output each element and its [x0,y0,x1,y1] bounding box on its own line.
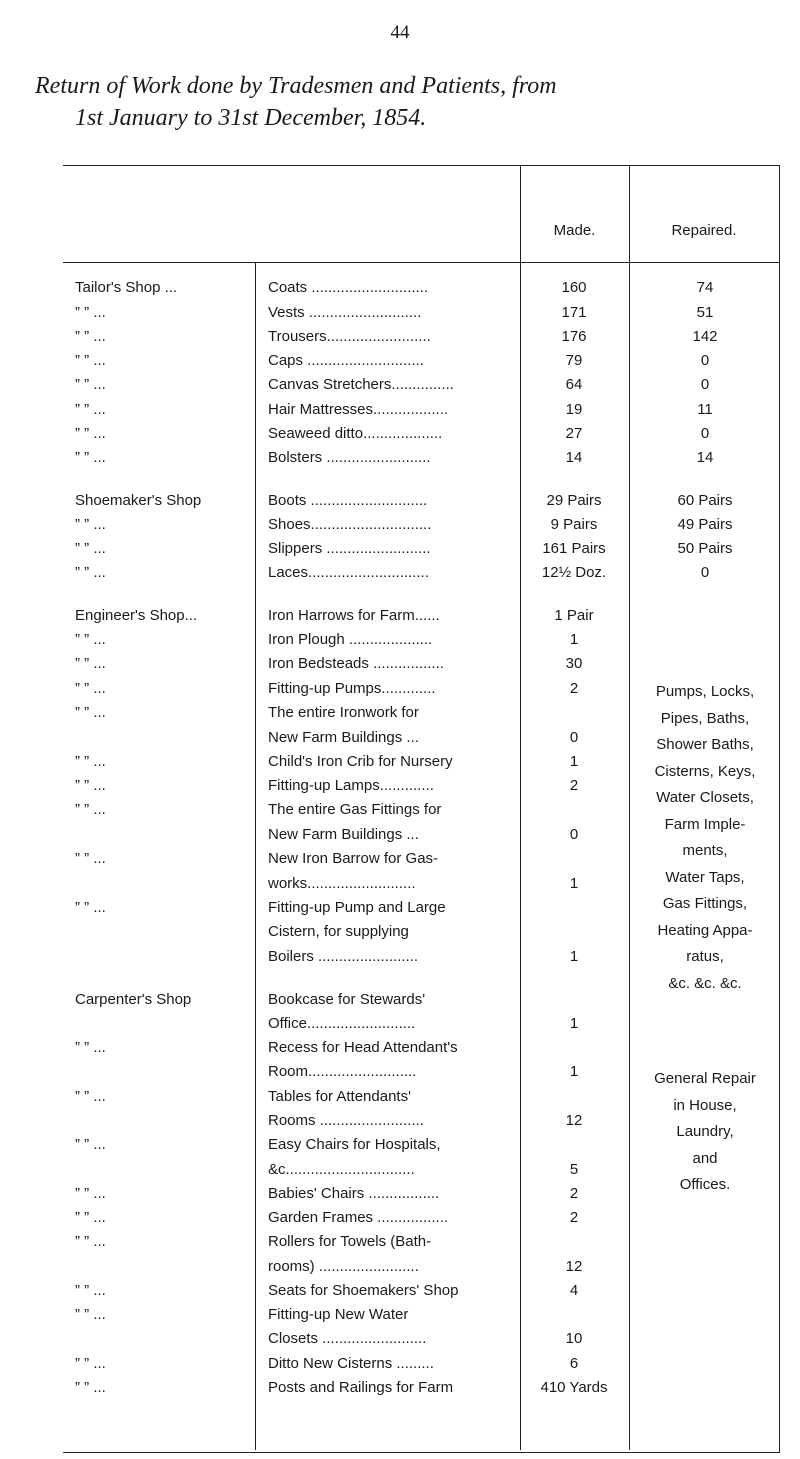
row-shop-cell: ” ” ... [75,631,106,648]
note-line: Laundry, [676,1123,734,1140]
row-shop-cell: ” ” ... [75,1233,106,1250]
note-line: Pipes, Baths, [660,709,750,727]
note-line: Gas Fittings, [662,895,748,912]
row-item-cell: New Iron Barrow for Gas- [268,850,439,867]
page-number: 44 [390,22,410,43]
row-made-cell: 160 [561,279,587,296]
row-item-cell: Trousers......................... [268,328,431,345]
note-line: Shower Baths, [656,736,754,753]
row-repaired-cell: 0 [700,425,710,442]
row-item-cell: Hair Mattresses.................. [268,401,449,418]
row-item-cell: Seaweed ditto................... [268,425,443,442]
row-shop-cell: ” ” ... [75,516,106,533]
row-item-cell: Slippers ......................... [268,540,431,557]
row-made-cell: 2 [569,777,579,794]
row-repaired-cell: 0 [700,352,710,369]
row-made-cell: 9 Pairs [550,516,598,533]
row-shop-cell: Tailor's Shop ... [75,279,178,296]
note-line: Water Closets, [656,789,754,806]
repaired-note-carpenter [632,1066,778,1199]
note-line: and [692,1149,718,1167]
row-item-cell: New Farm Buildings ... [268,826,419,843]
row-item-cell: Fitting-up New Water [268,1306,409,1323]
row-repaired-cell: 49 Pairs [677,516,733,533]
row-item-cell: Easy Chairs for Hospitals, [268,1136,441,1153]
row-item-cell: Fitting-up Pumps............. [268,680,436,697]
row-item-cell: Boilers ........................ [268,948,419,965]
row-shop-cell: ” ” ... [75,425,106,442]
repaired-note-engineer [632,679,778,997]
note-line: General Repair [654,1070,756,1087]
row-item-cell: works.......................... [268,875,416,892]
row-item-cell: Fitting-up Pump and Large [268,899,446,916]
row-shop-cell: ” ” ... [75,1282,106,1299]
row-shop-cell: ” ” ... [75,328,106,345]
row-shop-cell: ” ” ... [75,850,106,867]
row-repaired-cell: 74 [696,279,714,296]
row-made-cell: 1 [569,1063,579,1080]
row-item-cell: Recess for Head Attendant's [268,1039,458,1056]
row-made-cell: 171 [561,304,587,321]
row-item-cell: The entire Ironwork for [268,704,419,721]
note-line: Cisterns, Keys, [654,762,756,780]
row-shop-cell: ” ” ... [75,540,106,557]
row-item-cell: Room.......................... [268,1063,417,1080]
row-item-cell: Tables for Attendants' [268,1088,411,1105]
row-item-cell: Babies' Chairs ................. [268,1185,440,1202]
row-item-cell: Rooms ......................... [268,1112,424,1129]
row-made-cell: 1 Pair [554,607,594,624]
row-shop-cell: ” ” ... [75,1209,106,1226]
row-item-cell: Iron Bedsteads ................. [268,655,444,672]
row-item-cell: Shoes............................. [268,516,432,533]
row-shop-cell: ” ” ... [75,1185,106,1202]
row-item-cell: Laces............................. [268,564,429,581]
note-line: ratus, [686,948,724,965]
note-line: Heating Appa- [657,921,753,939]
row-shop-cell: ” ” ... [75,376,106,393]
row-item-cell: Rollers for Towels (Bath- [268,1233,432,1250]
row-repaired-cell: 0 [700,376,710,393]
row-item-cell: Posts and Railings for Farm [268,1379,454,1396]
row-shop-cell: ” ” ... [75,1379,106,1396]
row-item-cell: Cistern, for supplying [268,923,409,940]
row-repaired-cell: 60 Pairs [677,492,733,509]
row-item-cell: Iron Harrows for Farm...... [268,607,440,624]
row-item-cell: Seats for Shoemakers' Shop [268,1282,459,1299]
row-shop-cell: ” ” ... [75,1136,106,1153]
row-made-cell: 12 [565,1258,583,1275]
column-divider-shop [255,262,256,1450]
row-made-cell: 79 [565,352,583,369]
row-made-cell: 12½ Doz. [541,564,607,581]
note-line: &c. &c. &c. [668,974,742,992]
row-item-cell: Iron Plough .................... [268,631,433,648]
row-item-cell: &c............................... [268,1161,415,1178]
row-item-cell: Bookcase for Stewards' [268,991,426,1008]
row-item-cell: Bolsters ......................... [268,449,431,466]
row-shop-cell: ” ” ... [75,777,106,794]
row-item-cell: Ditto New Cisterns ......... [268,1355,434,1372]
row-repaired-cell: 0 [700,564,710,581]
row-shop-cell: ” ” ... [75,1355,106,1372]
row-shop-cell: ” ” ... [75,1088,106,1105]
row-item-cell: Child's Iron Crib for Nursery [268,753,453,770]
row-shop-cell: ” ” ... [75,564,106,581]
note-line: Farm Imple- [664,815,746,833]
row-made-cell: 1 [569,631,579,648]
row-shop-cell: ” ” ... [75,680,106,697]
row-shop-cell: ” ” ... [75,1306,106,1323]
row-item-cell: Office.......................... [268,1015,416,1032]
page-title [35,70,775,134]
row-item-cell: Boots ............................ [268,492,428,509]
row-made-cell: 10 [565,1330,583,1347]
row-made-cell: 1 [569,875,579,892]
row-item-cell: Vests ........................... [268,304,422,321]
row-shop-cell: ” ” ... [75,655,106,672]
row-made-cell: 64 [565,376,583,393]
row-shop-cell: ” ” ... [75,1039,106,1056]
row-shop-cell: ” ” ... [75,899,106,916]
title-line-2: 1st January to 31st December, 1854. [75,105,427,131]
row-item-cell: Fitting-up Lamps............. [268,777,434,794]
title-line-1: Return of Work done by Tradesmen and Patients, from [35,73,557,99]
row-shop-cell: Shoemaker's Shop [75,492,202,509]
row-shop-cell: ” ” ... [75,704,106,721]
header-rule [63,262,779,263]
row-made-cell: 0 [569,729,579,746]
row-made-cell: 176 [561,328,587,345]
row-item-cell: The entire Gas Fittings for [268,801,442,818]
row-made-cell: 1 [569,1015,579,1032]
row-made-cell: 30 [565,655,583,672]
row-repaired-cell: 50 Pairs [677,540,733,557]
row-made-cell: 1 [569,753,579,770]
row-item-cell: Coats ............................ [268,279,429,296]
row-made-cell: 29 Pairs [546,492,602,509]
row-made-cell: 27 [565,425,583,442]
note-line: Pumps, Locks, [655,683,755,700]
row-item-cell: Garden Frames ................. [268,1209,449,1226]
row-shop-cell: Engineer's Shop... [75,607,198,624]
header-made: Made. [553,222,596,239]
row-made-cell: 2 [569,1209,579,1226]
row-made-cell: 2 [569,1185,579,1202]
row-repaired-cell: 14 [696,449,714,466]
note-line: Offices. [679,1176,731,1193]
row-repaired-cell: 51 [696,304,714,321]
row-shop-cell: ” ” ... [75,304,106,321]
row-shop-cell: Carpenter's Shop [75,991,192,1008]
row-made-cell: 14 [565,449,583,466]
row-shop-cell: ” ” ... [75,401,106,418]
header-repaired: Repaired. [671,222,737,239]
row-item-cell: New Farm Buildings ... [268,729,419,746]
row-repaired-cell: 142 [692,328,718,345]
row-shop-cell: ” ” ... [75,801,106,818]
row-item-cell: Closets ......................... [268,1330,427,1347]
row-item-cell: Caps ............................ [268,352,424,369]
row-item-cell: rooms) ........................ [268,1258,419,1275]
row-made-cell: 19 [565,401,583,418]
row-shop-cell: ” ” ... [75,449,106,466]
row-made-cell: 6 [569,1355,579,1372]
row-made-cell: 2 [569,680,579,697]
note-line: Water Taps, [665,868,745,886]
row-item-cell: Canvas Stretchers............... [268,376,454,393]
row-made-cell: 1 [569,948,579,965]
row-shop-cell: ” ” ... [75,352,106,369]
row-made-cell: 4 [569,1282,579,1299]
row-made-cell: 12 [565,1112,583,1129]
row-shop-cell: ” ” ... [75,753,106,770]
note-line: in House, [673,1096,737,1114]
row-made-cell: 0 [569,826,579,843]
row-repaired-cell: 11 [697,401,713,418]
row-made-cell: 161 Pairs [542,540,606,557]
row-made-cell: 410 Yards [540,1379,608,1396]
note-line: ments, [682,842,728,859]
row-made-cell: 5 [569,1161,579,1178]
